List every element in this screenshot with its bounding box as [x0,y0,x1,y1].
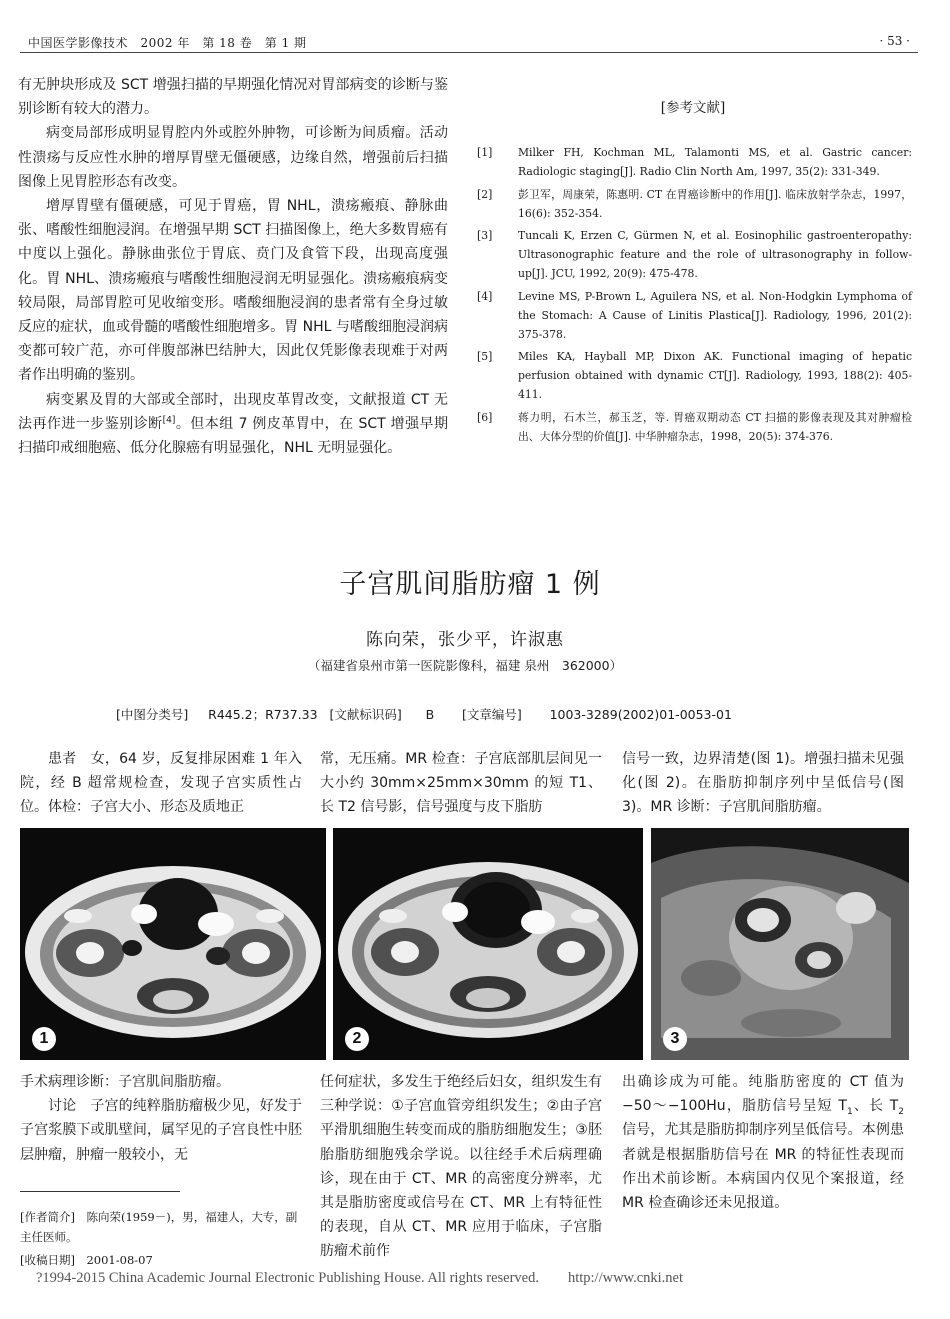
article-authors: 陈向荣，张少平，许淑惠 [366,630,564,650]
figure-number-badge: 2 [345,1027,369,1051]
body-column-1-bottom [20,1070,302,1167]
paragraph: 手术病理诊断：子宫肌间脂肪瘤。 [20,1074,230,1090]
paragraph: 患者 女，64 岁，反复排尿困难 1 年入院，经 B 超常规检查，发现子宫实质性占位。体检：子宫大小、形态及质地正 [20,751,302,816]
author-affiliation: （福建省泉州市第一医院影像科，福建 泉州 362000） [307,658,623,673]
reference-item [474,185,912,223]
header-rule [20,52,918,53]
body-column-3-bottom [622,1070,904,1215]
mr-figure-1 [20,828,326,1060]
references-heading: [参考文献] [660,100,726,116]
paragraph-text: 。但本组 7 例皮革胃中，在 SCT 增强早期扫描印戒细胞癌、低分化腺癌有明显强化，NHL 无明显强化。 [18,415,449,457]
previous-article-text [18,73,448,460]
paragraph-text: 信号，尤其是脂肪抑制序列呈低信号。本例患者就是根据脂肪信号在 MR 的特征性表现而作出术前诊断。本病国内仅见个案报道，经 MR 检查确诊还未见报道。 [622,1122,904,1212]
reference-item [474,143,912,181]
copyright-footer: ?1994-2015 China Academic Journal Electronic Publishing House. All rights reserved. http://www.cnki.net [36,1270,684,1286]
body-column-3-top [622,747,904,820]
reference-number: [4] [477,289,493,303]
mr-axial-pelvis-t1-icon [20,828,326,1060]
received-date-footnote: [收稿日期] 2001-08-07 [20,1253,153,1267]
reference-item [474,287,912,344]
body-column-1-top [20,747,302,820]
reference-number: [2] [477,187,493,201]
reference-text: Levine MS, P-Brown L, Aguilera NS, et al. Non-Hodgkin Lymphoma of the Stomach: A Cause of Linitis Plastica[J]. Radiology, 1996, 201(2): 375-378. [518,289,912,341]
doc-code-value: B [425,707,435,722]
classification-line [116,705,836,723]
paragraph: 有无肿块形成及 SCT 增强扫描的早期强化情况对胃部病变的诊断与鉴别诊断有较大的潜力。 [18,77,448,118]
paragraph: 任何症状，多发生于绝经后妇女，组织发生有三种学说：①子宫血管旁组织发生；②由子宫平滑肌细胞生转变而成的脂肪细胞发生；③胚胎脂肪细胞残余学说。以往经手术后病理确诊，现在由于 CT、MR 的高密度分辨率，尤其是脂肪密度或信号在 CT、MR 上有特征性的表现，自从 CT、MR 应用于临床，子宫脂肪瘤术前作 [320,1074,602,1260]
mr-axial-pelvis-contrast-icon [333,828,643,1060]
reference-text: 彭卫军，周康荣，陈惠明. CT 在胃癌诊断中的作用[J]. 临床放射学杂志，1997，16(6): 352-354. [518,187,912,220]
reference-number: [5] [477,350,493,364]
references-section [474,96,912,450]
reference-text: Tuncali K, Erzen C, Gürmen N, et al. Eosinophilic gastroenteropathy: Ultrasonographic feature and the role of ultrasonography in follow-up[J]. JCU, 1992, 20(9): 475-478. [518,229,912,281]
paragraph: 讨论 子宫的纯粹脂肪瘤极少见，好发于子宫浆膜下或肌壁间，属罕见的子宫良性中胚层肿瘤，肿瘤一般较小，无 [20,1098,302,1163]
reference-number: [3] [477,229,493,243]
doc-code-label: [文献标识码] [329,707,402,722]
paragraph-text: 出确诊成为可能。纯脂肪密度的 CT 值为 −50～−100Hu，脂肪信号呈短 T [622,1074,904,1115]
author-footnote: [作者简介] 陈向荣(1959－)，男，福建人，大专，副主任医师。 [20,1210,298,1244]
paragraph [622,1070,904,1215]
mr-pelvis-fat-suppressed-icon [651,828,909,1060]
reference-item [474,347,912,404]
paragraph: 增厚胃壁有僵硬感，可见于胃癌，胃 NHL，溃疡瘢痕、静脉曲张、嗜酸性细胞浸润。在增强早期 SCT 扫描图像上，绝大多数胃癌有中度以上强化。静脉曲张位于胃底、贲门及食管下段，出现高度强化。胃 NHL、溃疡瘢痕与嗜酸性细胞浸润无明显强化。溃疡瘢痕病变较局限，局部胃腔可见收缩变形。嗜酸细胞浸润的患者常有全身过敏反应的症状，血或骨髓的嗜酸性细胞增多。胃 NHL 与嗜酸细胞浸润病变都可较广范，亦可伴腹部淋巴结肿大，因此仅凭影像表现难于对两者作出明确的鉴别。 [18,198,448,384]
paragraph: 病变局部形成明显胃腔内外或腔外肿物，可诊断为间质瘤。活动性溃疡与反应性水肿的增厚胃壁无僵硬感，边缘自然，增强前后扫描图像上见胃腔形态有改变。 [18,125,448,190]
paragraph-text: 病变累及胃的大部或全部时，出现皮革胃改变，文献报道 CT 无法再作进一步鉴别诊断 [18,391,448,432]
paragraph: 常，无压痛。MR 检查：子宫底部肌层间见一大小约 30mm×25mm×30mm 的短 T1、长 T2 信号影，信号强度与皮下脂肪 [320,751,602,816]
mr-figure-3 [651,828,909,1060]
article-title: 子宫肌间脂肪瘤 1 例 [339,569,601,600]
reference-text: Miles KA, Hayball MP, Dixon AK. Functional imaging of hepatic perfusion obtained with dynamic CT[J]. Radiology, 1993, 188(2): 405-411. [518,350,912,402]
journal-issue: 中国医学影像技术 2002 年 第 18 卷 第 1 期 [28,36,307,50]
reference-item [474,226,912,283]
subscript: 1 [846,1107,853,1117]
reference-text: 蒋力明，石木兰，郝玉芝，等. 胃癌双期动态 CT 扫描的影像表现及其对肿瘤检出、大体分型的价值[J]. 中华肿瘤杂志，1998，20(5): 374-376. [518,410,912,443]
mr-figure-2 [333,828,643,1060]
reference-list [474,143,912,446]
subscript: 2 [898,1107,904,1117]
citation-marker: [4] [162,415,176,426]
paragraph [18,388,448,461]
reference-number: [1] [477,146,493,159]
article-number-label: [文章编号] [461,707,522,722]
body-column-2-bottom [320,1070,602,1264]
figure-number-badge: 1 [32,1027,56,1051]
reference-item [474,408,912,446]
clc-value: R445.2；R737.33 [208,707,318,722]
body-column-2-top [320,747,602,820]
reference-number: [6] [477,410,493,424]
reference-text: Milker FH, Kochman ML, Talamonti MS, et al. Gastric cancer: Radiologic staging[J]. Radio Clin North Am, 1997, 35(2): 331-349. [518,146,912,178]
footnote-rule [20,1191,180,1192]
article-number-value: 1003-3289(2002)01-0053-01 [549,707,732,722]
figure-number-badge: 3 [663,1027,687,1051]
clc-label: [中图分类号] [116,707,189,722]
running-header [28,30,910,52]
paragraph-text: 、长 T [852,1098,899,1115]
page-number: · 53 · [879,34,910,48]
paragraph: 信号一致，边界清楚(图 1)。增强扫描未见强化(图 2)。在脂肪抑制序列中呈低信号(图 3)。MR 诊断：子宫肌间脂肪瘤。 [622,751,904,816]
